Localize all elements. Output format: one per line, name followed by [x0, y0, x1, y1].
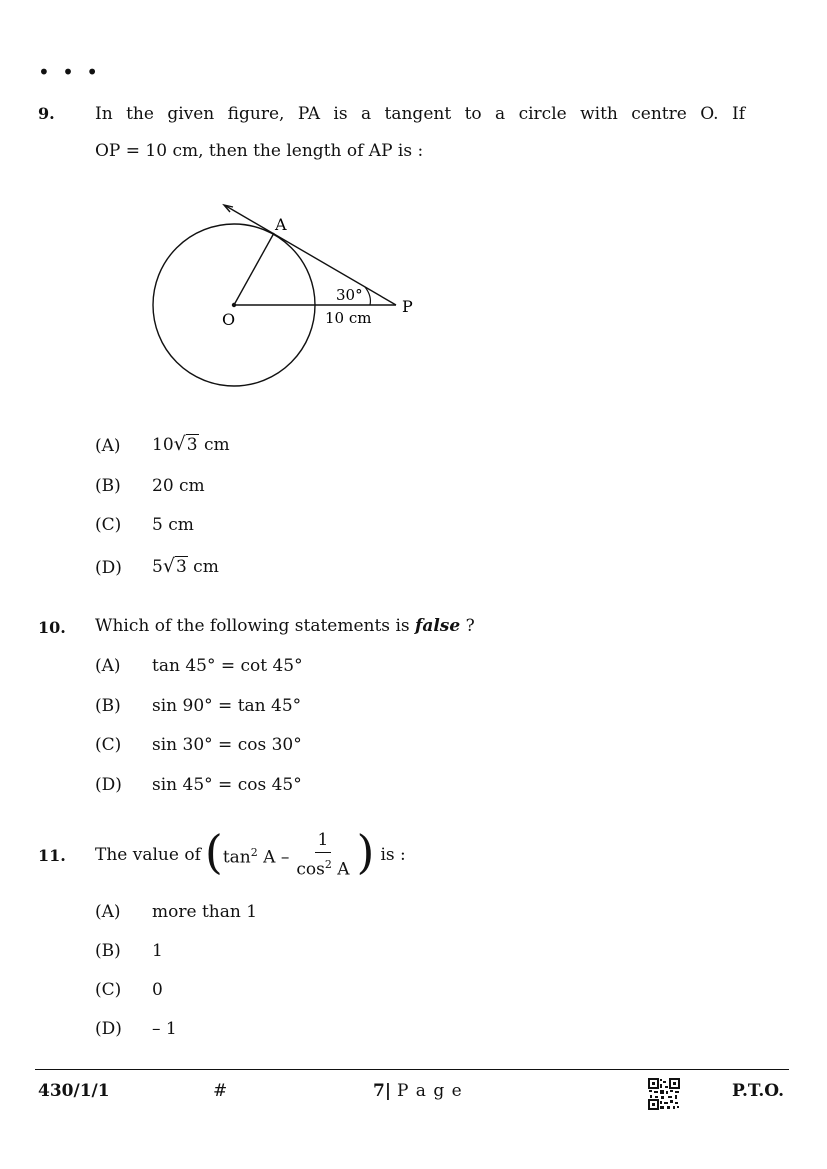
qr-code-icon [648, 1078, 680, 1110]
q11-option-d-text: – 1 [152, 1019, 177, 1039]
q10-option-b-letter: (B) [95, 696, 121, 716]
q9-option-b-text: 20 cm [152, 476, 205, 496]
q11-option-a-letter: (A) [95, 902, 121, 922]
question-9-text-line2: OP = 10 cm, then the length of AP is : [95, 141, 424, 161]
q11-option-c-text: 0 [152, 980, 163, 1000]
label-o: O [222, 310, 236, 329]
tangent-line [226, 206, 396, 305]
footer-hash: # [213, 1081, 228, 1101]
q9-option-d-text: 5√3 cm [152, 555, 219, 577]
question-10-number: 10. [38, 618, 66, 637]
q9-option-a-text: 10√3 cm [152, 433, 230, 455]
question-9-text-line1: In the given figure, PA is a tangent to a circle with centre O. If [95, 104, 745, 124]
q9-option-a-letter: (A) [95, 436, 121, 456]
q9-option-b-letter: (B) [95, 476, 121, 496]
q9-option-c-text: 5 cm [152, 515, 194, 535]
tangent-circle-figure [140, 195, 440, 395]
question-9-number: 9. [38, 104, 55, 123]
question-10-text: Which of the following statements is false ? [95, 616, 475, 636]
label-a: A [275, 215, 287, 234]
pto-label: P.T.O. [732, 1081, 784, 1101]
q10-option-d-letter: (D) [95, 775, 122, 795]
sqrt-symbol: √3 [162, 555, 187, 577]
q11-option-b-text: 1 [152, 941, 163, 961]
footer-divider [35, 1069, 789, 1070]
q11-option-d-letter: (D) [95, 1019, 122, 1039]
sqrt-symbol: √3 [173, 433, 198, 455]
paper-code: 430/1/1 [38, 1081, 110, 1101]
page-number: 7| P a g e [373, 1081, 463, 1101]
q9-option-d-letter: (D) [95, 558, 122, 578]
question-11-number: 11. [38, 846, 66, 865]
q10-option-c-text: sin 30° = cos 30° [152, 735, 302, 755]
q11-option-c-letter: (C) [95, 980, 122, 1000]
q10-option-c-letter: (C) [95, 735, 122, 755]
page-marker: • • • [38, 60, 102, 84]
q10-option-b-text: sin 90° = tan 45° [152, 696, 302, 716]
q10-option-a-letter: (A) [95, 656, 121, 676]
q11-option-a-text: more than 1 [152, 902, 258, 922]
question-11-text: The value of ( $\tan^2 A$ – $\frac{1}{\cos^2 A}$ ) is : [95, 825, 406, 880]
q10-option-a-text: tan 45° = cot 45° [152, 656, 303, 676]
centre-dot [232, 303, 236, 307]
q11-option-b-letter: (B) [95, 941, 121, 961]
length-label: 10 cm [325, 309, 372, 327]
q10-option-d-text: sin 45° = cos 45° [152, 775, 302, 795]
emphasis-false: false [415, 616, 461, 636]
fraction: $\frac{1}{\cos^2 A}$ [296, 830, 350, 880]
q9-option-c-letter: (C) [95, 515, 122, 535]
segment-oa [234, 233, 274, 305]
angle-label: 30° [336, 286, 363, 304]
label-p: P [402, 297, 413, 316]
